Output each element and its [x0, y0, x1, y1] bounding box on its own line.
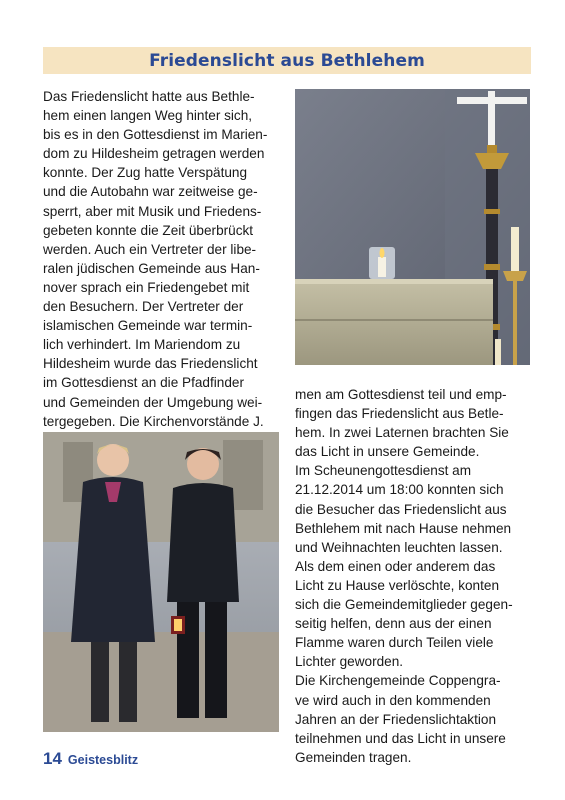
- page-number: 14: [43, 749, 62, 768]
- altar-photo-art: [295, 89, 530, 365]
- altar-candle-photo: [295, 89, 530, 365]
- article-title: Friedenslicht aus Bethlehem: [149, 50, 425, 71]
- magazine-name: Geistesblitz: [67, 753, 139, 767]
- page-footer: [43, 749, 138, 769]
- visitors-lantern-photo: [43, 432, 279, 732]
- title-banner: [43, 47, 531, 74]
- people-photo-art: [43, 432, 279, 732]
- article-column-left: Das Friedenslicht hatte aus Bethle- hem einen langen Weg hinter sich, bis es in den Gottesdienst im Marien- dom zu Hildesheim getragen werden konnte. Der Zug hatte Verspätung und die Autobahn war zeitweise ge- sperrt, aber mit Musik und Friedens- gebeten konnte die Zeit überbrückt werden. Auch ein Vertreter der libe- ralen jüdischen Gemeinde aus Han- nover sprach ein Friedengebet mit den Besuchern. Der Vertreter der islamischen Gemeinde war termin- lich verhindert. Im Mariendom zu Hildesheim wurde das Friedenslicht im Gottesdienst an die Pfadfinder und Gemeinden der Umgebung wei- tergegeben. Die Kirchenvorstände J.: [43, 89, 268, 429]
- article-column-right: men am Gottesdienst teil und emp- fingen das Friedenslicht aus Betle- hem. In zwei Laternen brachten Sie das Licht in unsere Gemeinde. Im Scheunengottesdienst am 21.12.2014 um 18:00 konnten sich die Besucher das Friedenslicht aus Bethlehem mit nach Hause nehmen und Weihnachten leuchten lassen. Als dem einen oder anderem das Licht zu Hause verlöschte, konten sich die Gemeindemitglieder gegen- seitig helfen, denn aus der einen Flamme waren durch Teilen viele Lichter geworden. Die Kirchengemeinde Coppengra- ve wird auch in den kommenden Jahren an der Friedenslichtaktion teilnehmen und das Licht in unsere Gemeinden tragen.: [295, 387, 513, 765]
